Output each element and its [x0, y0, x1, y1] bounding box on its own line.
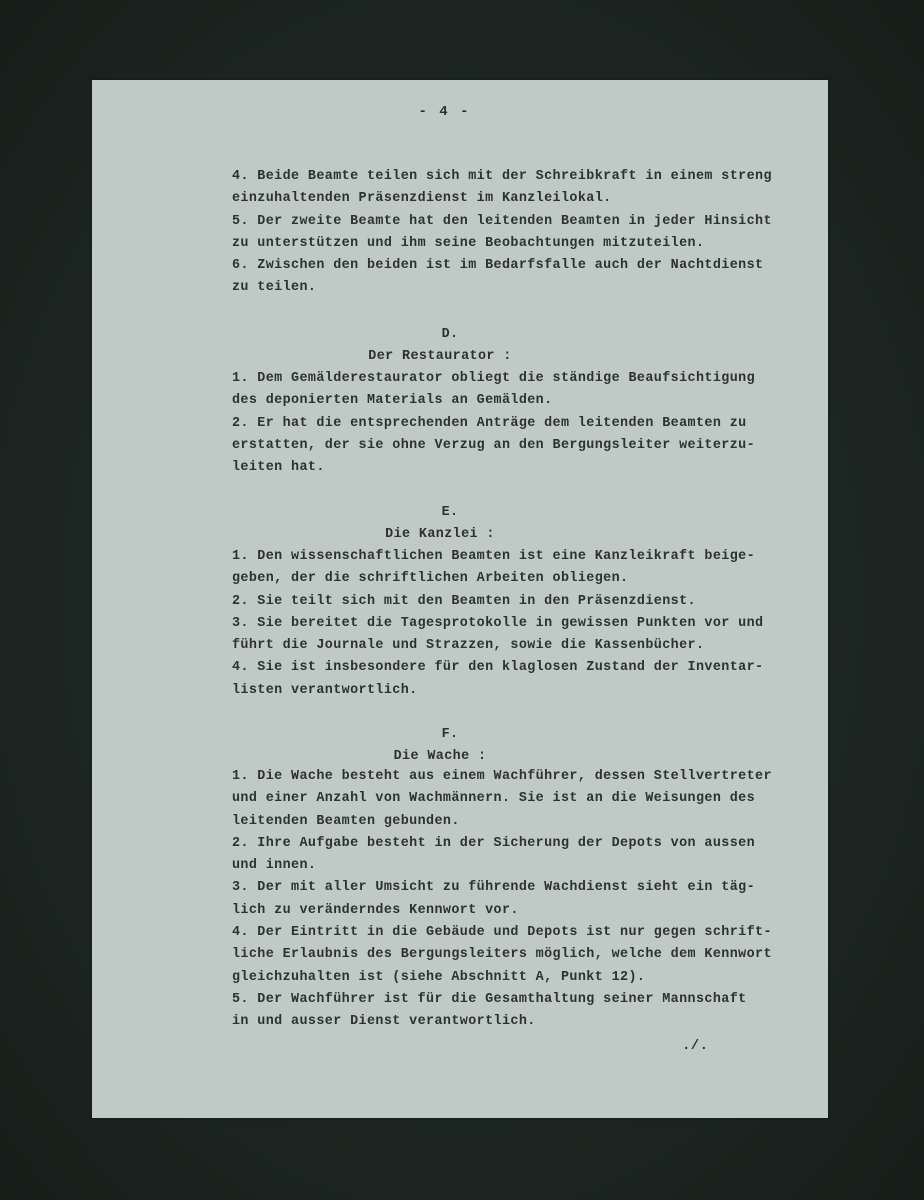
section-e-body	[232, 546, 832, 702]
text-line: und einer Anzahl von Wachmännern. Sie ist an die Weisungen des	[232, 791, 756, 807]
section-e-heading	[92, 502, 828, 546]
continuation-mark: ./.	[682, 1038, 709, 1054]
text-line: 1. Die Wache besteht aus einem Wachführer, dessen Stellvertreter	[232, 769, 772, 784]
text-line: lich zu veränderndes Kennwort vor.	[232, 902, 519, 918]
text-line: 4. Sie ist insbesondere für den klaglosen Zustand der Inventar-	[232, 660, 764, 676]
text-line: führt die Journale und Strazzen, sowie die Kassenbücher.	[232, 638, 705, 654]
section-letter: F.	[441, 727, 459, 742]
text-line: 4. Beide Beamte teilen sich mit der Schreibkraft in einem streng	[232, 169, 772, 184]
text-line: zu unterstützen und ihm seine Beobachtungen mitzuteilen.	[232, 235, 705, 251]
text-line: 1. Den wissenschaftlichen Beamten ist eine Kanzleikraft beige-	[232, 549, 756, 564]
section-f-heading	[92, 724, 828, 768]
text-line: listen verantwortlich.	[232, 682, 418, 698]
section-title: Der Restaurator :	[368, 349, 512, 364]
typewritten-page	[92, 80, 828, 1118]
text-line: 1. Dem Gemälderestaurator obliegt die ständige Beaufsichtigung	[232, 371, 756, 386]
section-f-body	[232, 766, 832, 1034]
text-line: 2. Sie teilt sich mit den Beamten in den Präsenzdienst.	[232, 593, 696, 609]
text-line: 3. Sie bereitet die Tagesprotokolle in gewissen Punkten vor und	[232, 615, 764, 631]
text-line: und innen.	[232, 858, 317, 874]
text-line: 3. Der mit aller Umsicht zu führende Wachdienst sieht ein täg-	[232, 880, 756, 896]
text-line: 2. Ihre Aufgabe besteht in der Sicherung der Depots von aussen	[232, 835, 756, 851]
section-d-heading	[92, 324, 828, 368]
text-line: 5. Der zweite Beamte hat den leitenden Beamten in jeder Hinsicht	[232, 213, 772, 229]
text-line: leiten hat.	[232, 460, 325, 476]
text-line: in und ausser Dienst verantwortlich.	[232, 1014, 536, 1030]
text-line: gleichzuhalten ist (siehe Abschnitt A, Punkt 12).	[232, 969, 646, 985]
text-line: des deponierten Materials an Gemälden.	[232, 393, 553, 409]
section-title: Die Kanzlei :	[385, 527, 495, 542]
page-number: - 4 -	[418, 104, 471, 120]
text-line: zu teilen.	[232, 280, 317, 296]
text-line: 2. Er hat die entsprechenden Anträge dem leitenden Beamten zu	[232, 415, 747, 431]
text-line: einzuhaltenden Präsenzdienst im Kanzleilokal.	[232, 191, 612, 207]
text-line: leitenden Beamten gebunden.	[232, 813, 460, 829]
section-letter: E.	[441, 505, 459, 520]
section-c-continuation	[232, 166, 832, 300]
text-line: geben, der die schriftlichen Arbeiten obliegen.	[232, 571, 629, 587]
text-line: 4. Der Eintritt in die Gebäude und Depots ist nur gegen schrift-	[232, 925, 772, 941]
section-d-body	[232, 368, 832, 479]
text-line: 5. Der Wachführer ist für die Gesamthaltung seiner Mannschaft	[232, 991, 747, 1007]
text-line: 6. Zwischen den beiden ist im Bedarfsfalle auch der Nachtdienst	[232, 258, 764, 274]
section-letter: D.	[441, 327, 459, 342]
text-line: erstatten, der sie ohne Verzug an den Bergungsleiter weiterzu-	[232, 437, 756, 453]
section-title: Die Wache :	[393, 749, 487, 764]
text-line: liche Erlaubnis des Bergungsleiters möglich, welche dem Kennwort	[232, 947, 772, 963]
